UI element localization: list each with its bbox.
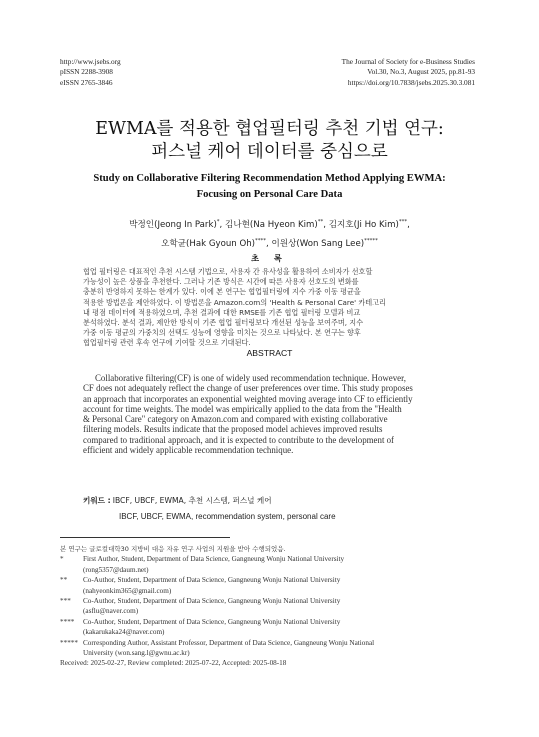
footnote-mark: **** <box>60 617 75 626</box>
author-list <box>0 214 539 253</box>
footnote-mark: *** <box>60 597 71 606</box>
abstract-line: & Personal Care" category on Amazon.com and compared with existing collaborative <box>83 414 388 425</box>
footnote-text: First Author, Student, Department of Data Science, Gangneung Wonju National University <box>83 555 345 564</box>
footnote-email: (rong5357@daum.net) <box>83 565 149 574</box>
footnote-item <box>60 638 490 648</box>
korean-title-line: EWMA를 적용한 협업필터링 추천 기법 연구: <box>95 119 444 139</box>
footnote-text: Corresponding Author, Assistant Professor, Department of Data Science, Gangneung Wonju National <box>83 638 375 647</box>
footnote-mark: * <box>60 555 64 564</box>
journal-volume: Vol.30, No.3, August 2025, pp.81-93 <box>367 67 475 77</box>
abstract-line: filtering models. Results indicate that the proposed model achieves improved results <box>83 424 383 435</box>
author-line: 오학균(Hak Gyoun Oh)****, 이원상(Won Sang Lee)***** <box>161 238 378 250</box>
footnote-text: Co-Author, Student, Department of Data Science, Gangneung Wonju National University <box>83 617 341 626</box>
korean-abstract <box>83 267 456 349</box>
author-name: 김지호(Ji Ho Kim) <box>328 219 399 230</box>
keywords-english: IBCF, UBCF, EWMA, recommendation system, personal care <box>119 512 336 522</box>
abstract-line: 적용한 방법론을 제안하였다. 이 방법론을 Amazon.com의 'Health & Personal Care' 카테고리 <box>83 297 386 307</box>
footnote-email: (asflu@naver.com) <box>83 607 139 616</box>
english-title <box>0 171 539 202</box>
footnote-item <box>60 554 490 564</box>
abstract-line: account for time weights. The model was empirically applied to the data from the "Health <box>83 403 402 414</box>
english-title-line: Focusing on Personal Care Data <box>196 188 343 200</box>
author-name: 이원상(Won Sang Lee) <box>271 239 365 250</box>
abstract-line: 가중 이동 평균의 가중치의 선택도 성능에 영향을 미치는 것으로 나타났다. 본 연구는 향후 <box>83 328 361 338</box>
pissn: pISSN 2288-3908 <box>60 67 113 77</box>
keywords <box>83 493 336 525</box>
footnote-email: University (won.sang.l@gwnu.ac.kr) <box>83 649 190 658</box>
english-abstract-heading: ABSTRACT <box>246 348 293 358</box>
author-name: 김나현(Na Hyeon Kim) <box>225 219 318 230</box>
author-mark: ***** <box>364 238 378 245</box>
footnote-item <box>60 575 490 585</box>
abstract-line: Collaborative filtering(CF) is one of widely used recommendation technique. However, <box>95 373 406 383</box>
footnote-email: (nahyeonkim365@gmail.com) <box>83 586 172 595</box>
author-line: 박정인(Jeong In Park)*, 김나현(Na Hyeon Kim)**, 김지호(Ji Ho Kim)***, <box>129 219 410 230</box>
author-name: 오학균(Hak Gyoun Oh) <box>161 239 256 250</box>
abstract-line: compared to traditional approach, and it is expected to contribute to the development of <box>83 434 395 445</box>
doi-link: https://doi.org/10.7838/jsebs.2025.30.3.081 <box>347 77 475 87</box>
footnote-text: Co-Author, Student, Department of Data Science, Gangneung Wonju National University <box>83 597 341 606</box>
author-mark: * <box>216 219 220 225</box>
keywords-korean: IBCF, UBCF, EWMA, 추천 시스템, 퍼스널 케어 <box>112 496 272 505</box>
footnote-email: (kakarukaka24@naver.com) <box>83 628 165 637</box>
journal-url: http://www.jsebs.org <box>60 57 121 66</box>
footnotes <box>60 544 490 669</box>
abstract-line: an approach that incorporates an exponential weighted moving average into CF to efficiently <box>83 393 413 404</box>
eissn: eISSN 2765-3846 <box>60 77 113 87</box>
footnote-mark: ** <box>60 576 68 585</box>
abstract-line: 충분히 반영하지 못하는 한계가 있다. 이에 본 연구는 협업필터링에 지수 가중 이동 평균을 <box>83 287 361 297</box>
keywords-label: 키워드 : <box>83 496 111 505</box>
footnote-text: Co-Author, Student, Department of Data Science, Gangneung Wonju National University <box>83 576 341 585</box>
footnote-item <box>60 617 490 627</box>
author-name: 박정인(Jeong In Park) <box>129 219 217 230</box>
footnote-mark: ***** <box>60 638 78 647</box>
korean-abstract-heading: 초 록 <box>251 253 288 263</box>
abstract-line: 내 평점 데이터에 적용하였으며, 추천 결과에 대한 RMSE를 기존 협업 필터링 모델과 비교 <box>83 307 361 317</box>
journal-name: The Journal of Society for e-Business Studies <box>341 57 475 66</box>
english-title-line: Study on Collaborative Filtering Recommendation Method Applying EWMA: <box>93 173 446 184</box>
footnote-item <box>60 596 490 606</box>
abstract-line: 가능성이 높은 상품을 추천한다. 그러나 기존 방식은 시간에 따른 사용자 선호도의 변화를 <box>83 277 359 287</box>
author-mark: *** <box>398 219 408 225</box>
funding-note: 본 연구는 글로컬대학30 지방비 대응 자유 연구 사업의 지원을 받아 수행되었음. <box>60 545 286 553</box>
footnote-divider <box>60 537 230 538</box>
received-dates: Received: 2025-02-27, Review completed: 2025-07-22, Accepted: 2025-08-18 <box>60 659 287 668</box>
abstract-line: 협업필터링 관련 후속 연구에 기여할 것으로 기대된다. <box>83 338 251 348</box>
abstract-line: efficient and widely applicable recommendation technique. <box>83 445 294 456</box>
abstract-line: 분석하였다. 분석 결과, 제안한 방식이 기존 협업 필터링보다 개선된 성능을 보여주며, 지수 <box>83 318 364 328</box>
journal-header-right <box>342 57 475 88</box>
english-abstract <box>83 373 458 455</box>
abstract-line: 협업 필터링은 대표적인 추천 시스템 기법으로, 사용자 간 유사성을 활용하여 소비자가 선호할 <box>83 267 373 276</box>
korean-title <box>0 118 539 164</box>
author-mark: ** <box>317 219 324 225</box>
abstract-line: CF does not adequately reflect the change of user preferences over time. This study proposes <box>83 383 413 394</box>
author-mark: **** <box>255 238 267 245</box>
journal-header-left <box>60 57 121 88</box>
korean-title-line: 퍼스널 케어 데이터를 중심으로 <box>151 142 388 162</box>
